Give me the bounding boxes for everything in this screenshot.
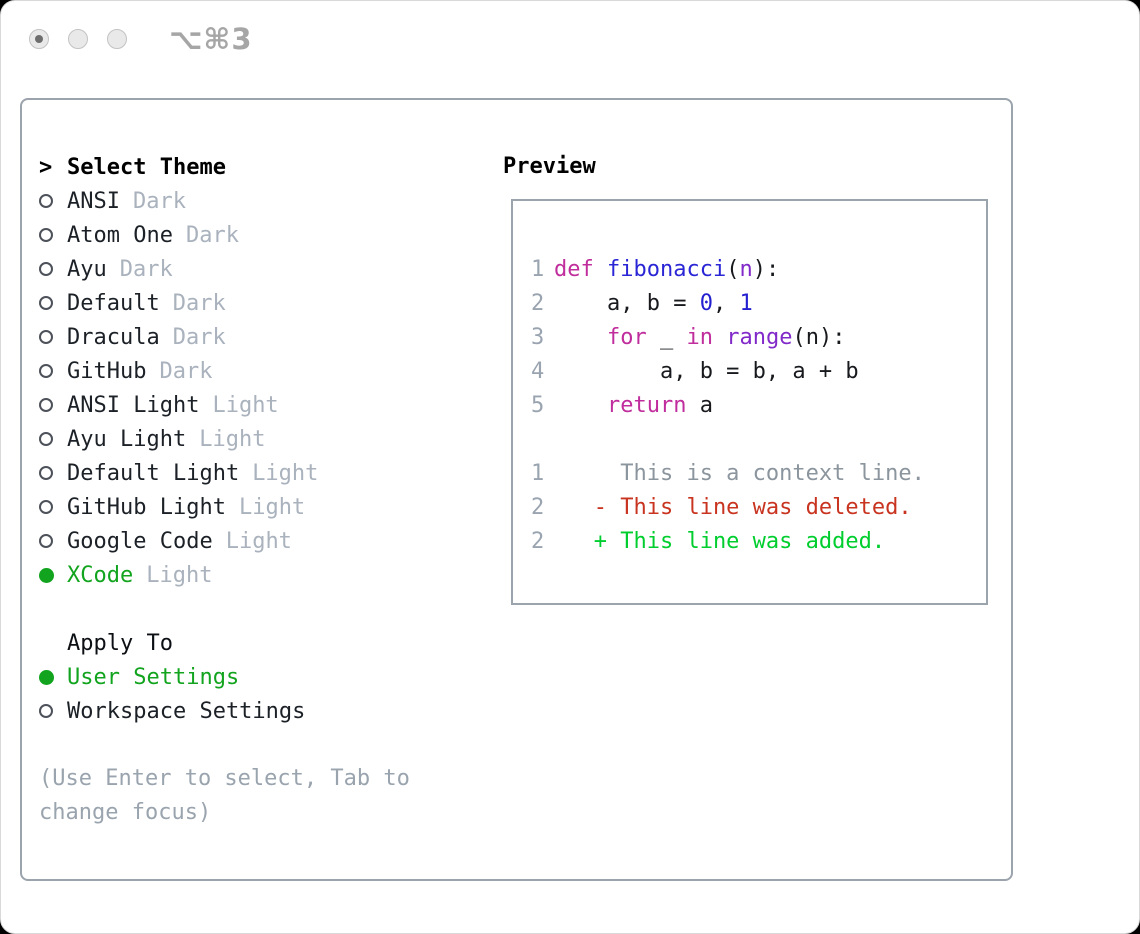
spacer bbox=[531, 422, 986, 456]
token-keyword: for bbox=[606, 324, 647, 350]
radio-unselected-icon bbox=[39, 534, 53, 548]
select-theme-title: Select Theme bbox=[67, 154, 226, 180]
radio-unselected-icon bbox=[39, 432, 53, 446]
diff-text: + This line was added. bbox=[554, 528, 886, 554]
apply-option-label: User Settings bbox=[67, 664, 240, 690]
preview-title: Preview bbox=[503, 154, 596, 179]
code-text bbox=[554, 359, 859, 384]
code-text bbox=[554, 257, 779, 282]
radio-unselected-icon bbox=[39, 364, 53, 378]
theme-variant: Dark bbox=[172, 324, 226, 350]
apply-to-header bbox=[39, 626, 479, 660]
line-number: 4 bbox=[531, 358, 545, 384]
spacer bbox=[39, 592, 479, 626]
token-plain: a, b = bbox=[554, 290, 700, 316]
code-preview bbox=[531, 252, 986, 422]
line-number: 2 bbox=[531, 290, 545, 316]
preview-box bbox=[511, 199, 988, 605]
line-number: 1 bbox=[531, 256, 545, 282]
diff-preview bbox=[531, 456, 986, 558]
token-plain: , bbox=[712, 290, 740, 316]
theme-option-atom-one[interactable] bbox=[39, 218, 479, 252]
theme-option-dracula[interactable] bbox=[39, 320, 479, 354]
theme-variant: Light bbox=[238, 494, 306, 520]
apply-option-user-settings[interactable] bbox=[39, 660, 479, 694]
radio-unselected-icon bbox=[39, 194, 53, 208]
theme-name: GitHub bbox=[67, 358, 147, 384]
active-window-dot-icon bbox=[35, 35, 43, 43]
radio-unselected-icon bbox=[39, 262, 53, 276]
token-keyword: def bbox=[554, 256, 594, 282]
diff-text: This is a context line. bbox=[554, 460, 925, 486]
apply-to-title: Apply To bbox=[67, 630, 173, 656]
theme-option-ayu-light[interactable] bbox=[39, 422, 479, 456]
theme-name: Dracula bbox=[67, 324, 160, 350]
theme-name: Ayu Light bbox=[67, 426, 187, 452]
code-line bbox=[531, 320, 986, 354]
theme-name: Ayu bbox=[67, 256, 107, 282]
theme-variant: Light bbox=[252, 460, 319, 486]
radio-unselected-icon bbox=[39, 500, 53, 514]
theme-option-xcode[interactable] bbox=[39, 558, 479, 592]
apply-option-label: Workspace Settings bbox=[67, 698, 306, 724]
theme-option-ansi[interactable] bbox=[39, 184, 479, 218]
theme-options-list bbox=[39, 184, 479, 592]
radio-unselected-icon bbox=[39, 228, 53, 242]
theme-name: Google Code bbox=[67, 528, 213, 554]
apply-option-workspace-settings[interactable] bbox=[39, 694, 479, 728]
line-number: 2 bbox=[531, 528, 545, 554]
theme-name: ANSI Light bbox=[67, 392, 200, 418]
theme-variant: Dark bbox=[185, 222, 239, 248]
focus-caret-icon: > bbox=[39, 154, 53, 180]
line-number: 5 bbox=[531, 392, 545, 418]
token-plain: ( bbox=[726, 256, 740, 282]
theme-variant: Dark bbox=[172, 290, 226, 316]
theme-variant: Light bbox=[199, 426, 266, 452]
window-title: ⌥⌘3 bbox=[169, 22, 253, 56]
keyboard-hint: (Use Enter to select, Tab to change focus) bbox=[39, 766, 424, 825]
token-plain: (n): bbox=[792, 324, 846, 350]
diff-line-deleted bbox=[531, 490, 986, 524]
theme-option-default-light[interactable] bbox=[39, 456, 479, 490]
theme-variant: Dark bbox=[159, 358, 213, 384]
token-type: range bbox=[726, 324, 793, 350]
token-plain: ): bbox=[752, 256, 780, 282]
theme-list-section bbox=[39, 150, 479, 830]
line-number: 1 bbox=[531, 460, 545, 486]
theme-option-ayu[interactable] bbox=[39, 252, 479, 286]
radio-unselected-icon bbox=[39, 330, 53, 344]
code-line bbox=[531, 354, 986, 388]
titlebar bbox=[1, 1, 1139, 71]
code-line bbox=[531, 286, 986, 320]
theme-picker-panel bbox=[20, 98, 1013, 881]
theme-option-ansi-light[interactable] bbox=[39, 388, 479, 422]
token-number: 0 bbox=[699, 290, 713, 316]
theme-variant: Dark bbox=[119, 256, 173, 282]
code-line bbox=[531, 388, 986, 422]
theme-name: Default bbox=[67, 290, 160, 316]
code-text bbox=[554, 325, 845, 350]
theme-name: ANSI bbox=[67, 188, 120, 214]
radio-unselected-icon bbox=[39, 398, 53, 412]
token-function: fibonacci bbox=[607, 256, 727, 282]
apply-to-options-list bbox=[39, 660, 479, 728]
code-text bbox=[554, 393, 713, 418]
theme-variant: Light bbox=[146, 562, 213, 588]
theme-variant: Light bbox=[225, 528, 292, 554]
select-theme-header bbox=[39, 150, 479, 184]
radio-unselected-icon bbox=[39, 296, 53, 310]
theme-option-github-light[interactable] bbox=[39, 490, 479, 524]
token-plain: a bbox=[686, 392, 713, 418]
radio-selected-icon bbox=[39, 670, 54, 685]
traffic-light-minimize-button[interactable] bbox=[68, 29, 88, 49]
token-keyword: return bbox=[606, 392, 687, 418]
spacer bbox=[39, 728, 479, 762]
token-keyword: in bbox=[686, 324, 713, 350]
theme-variant: Dark bbox=[132, 188, 186, 214]
token-plain bbox=[554, 393, 607, 418]
radio-unselected-icon bbox=[39, 466, 53, 480]
theme-name: GitHub Light bbox=[67, 494, 226, 520]
theme-option-github[interactable] bbox=[39, 354, 479, 388]
theme-option-default[interactable] bbox=[39, 286, 479, 320]
token-plain bbox=[594, 257, 607, 282]
theme-name: XCode bbox=[67, 562, 134, 588]
theme-name: Default Light bbox=[67, 460, 240, 486]
token-number: 1 bbox=[739, 290, 753, 316]
code-line bbox=[531, 252, 986, 286]
diff-line-added bbox=[531, 524, 986, 558]
theme-option-google-code[interactable] bbox=[39, 524, 479, 558]
traffic-light-maximize-button[interactable] bbox=[107, 29, 127, 49]
line-number: 2 bbox=[531, 494, 545, 520]
token-plain bbox=[554, 325, 607, 350]
theme-name: Atom One bbox=[67, 222, 173, 248]
theme-variant: Light bbox=[212, 392, 279, 418]
token-plain: a, b = b, a + b bbox=[554, 358, 859, 384]
token-type: n bbox=[739, 256, 753, 282]
token-plain bbox=[713, 325, 726, 350]
traffic-light-close-button[interactable] bbox=[29, 29, 49, 49]
line-number: 3 bbox=[531, 324, 545, 350]
radio-selected-icon bbox=[39, 568, 54, 583]
radio-unselected-icon bbox=[39, 704, 53, 718]
diff-line-context bbox=[531, 456, 986, 490]
diff-text: - This line was deleted. bbox=[554, 494, 912, 520]
token-plain: _ bbox=[646, 324, 687, 350]
code-text bbox=[554, 291, 753, 316]
